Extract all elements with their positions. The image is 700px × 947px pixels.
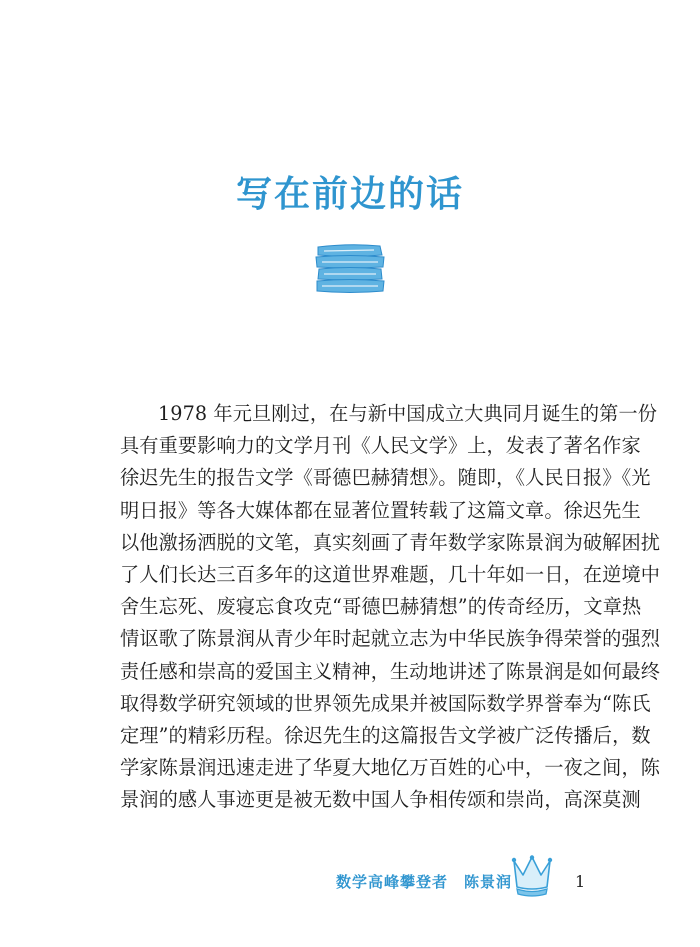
paragraph (120, 398, 661, 817)
running-footer-title: 数学高峰攀登者 陈景润 (336, 873, 513, 891)
text-line: 情讴歌了陈景润从青少年时起就立志为中华民族争得荣誉的强烈 (120, 627, 661, 651)
text-line: 取得数学研究领域的世界领先成果并被国际数学界誉奉为“陈氏 (120, 691, 651, 715)
text-line: 景润的感人事迹更是被无数中国人争相传颂和崇尚，高深莫测 (120, 788, 641, 812)
crown-icon (510, 855, 554, 897)
text-line: 学家陈景润迅速走进了华夏大地亿万百姓的心中，一夜之间，陈 (120, 756, 661, 780)
text-line: 定理”的精彩历程。徐迟先生的这篇报告文学被广泛传播后，数 (120, 724, 651, 748)
text-line: 徐迟先生的报告文学《哥德巴赫猜想》。随即，《人民日报》《光 (120, 466, 651, 490)
page-number: 1 (575, 872, 586, 891)
text-line: 1978 年元旦刚过，在与新中国成立大典同月诞生的第一份 (158, 402, 658, 425)
text-line: 具有重要影响力的文学月刊《人民文学》上，发表了著名作家 (120, 434, 641, 458)
text-line: 以他激扬洒脱的文笔，真实刻画了青年数学家陈景润为破解困扰 (120, 530, 661, 554)
book-stack-icon (314, 243, 386, 295)
text-line: 责任感和崇高的爱国主义精神，生动地讲述了陈景润是如何最终 (120, 659, 661, 683)
text-line: 明日报》等各大媒体都在显著位置转载了这篇文章。徐迟先生 (120, 498, 641, 522)
chapter-title: 写在前边的话 (235, 174, 464, 215)
text-line: 舍生忘死、废寝忘食攻克“哥德巴赫猜想”的传奇经历，文章热 (120, 595, 642, 619)
page-footer (0, 855, 700, 905)
text-line: 了人们长达三百多年的这道世界难题，几十年如一日，在逆境中 (120, 563, 661, 587)
